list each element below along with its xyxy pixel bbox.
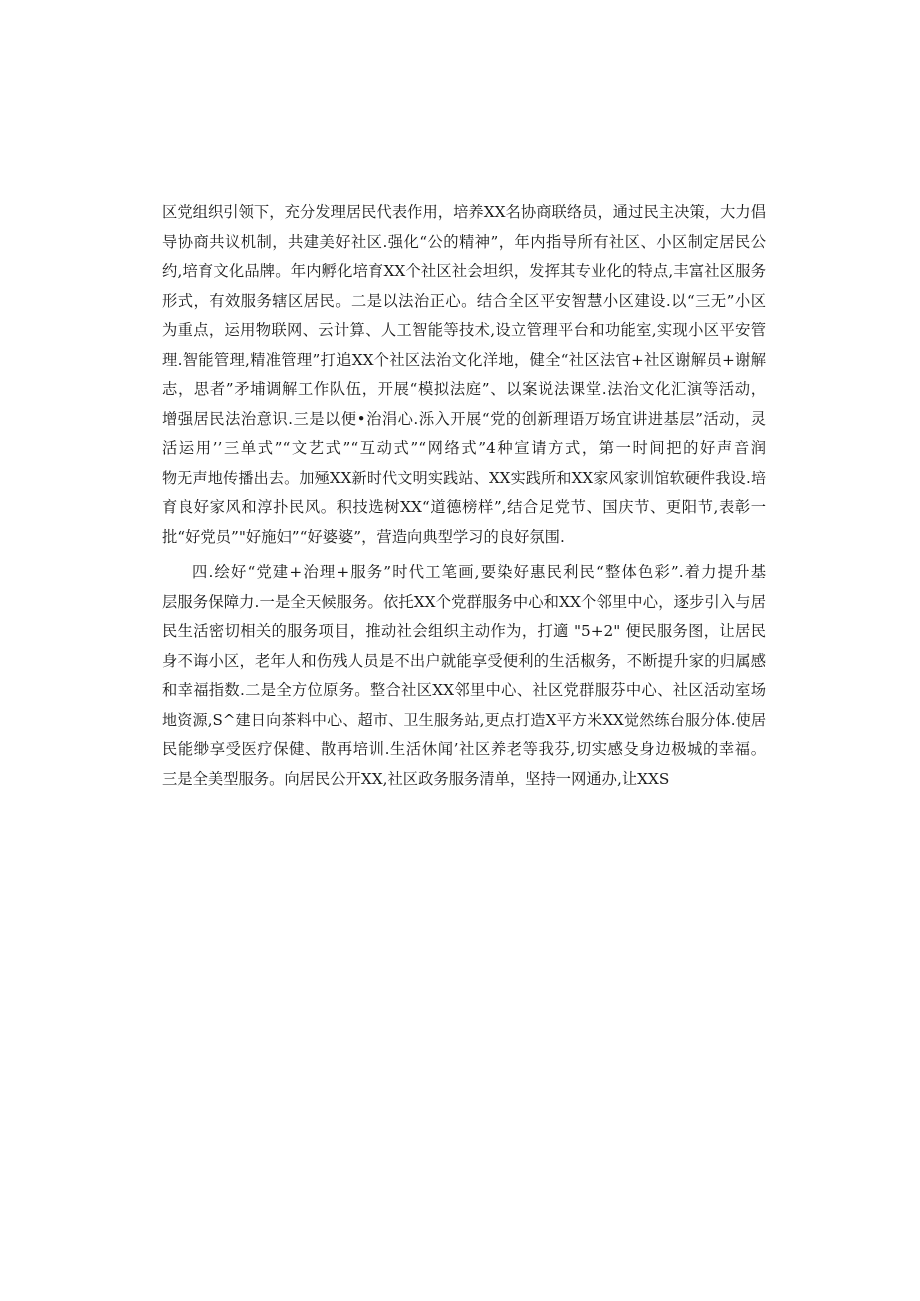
text-line: 层服务保障力.一是全天候服务。依托XX个党群服务中心和XX个邻里中心，逐步引入与居 xyxy=(162,592,766,611)
text-line: 约,培育文化品牌。年内孵化培育XX个社区社会坦织，发挥其专业化的特点,丰富社区服务 xyxy=(162,262,766,280)
text-line: 三是全美型服务。向居民公开XX,社区政务服务清单，坚持一网通办,让XXS xyxy=(162,769,670,788)
text-line: 为重点，运用物联网、云计算、人工智能等技术,设立管理平台和功能室,实现小区平安管 xyxy=(162,321,766,339)
text-line: 民生活密切相关的服务项目，推动社会组织主动作为，打適 "5+2" 便民服务图，让居民 xyxy=(162,622,766,640)
text-line: 地资源,S^建日向茶料中心、超市、卫生服务站,更点打造X平方米XX觉然练台服分体.使居 xyxy=(162,710,766,729)
text-line: 区党组织引领下，充分发理居民代表作用，培养XX名协商联络员，通过民主决策，大力倡 xyxy=(162,203,766,221)
text-line: 导协商共议机制，共建美好社区.强化“公的精神”，年内指导所有社区、小区制定居民公 xyxy=(162,232,766,251)
text-line: 活运用’’三单式”“文艺式”“互动式”“网络式”4种宣请方式，第一时间把的好声音润 xyxy=(162,439,766,457)
text-line: 增强居民法治意识.三是以便•治涓心.泺入开展“党的创新理语万场宜讲进基层”活动，灵 xyxy=(162,409,766,428)
text-line: 志，思者”矛埔调解工作队伍，开展“模拟法庭”、以案说法课堂.法治文化汇演等活动， xyxy=(162,380,766,398)
document-body xyxy=(162,198,766,794)
text-line: 形式，有效服务辖区居民。二是以法治正心。结合全区平安智慧小区建设.以“三无”小区 xyxy=(162,291,766,310)
text-line: 和幸福指数.二是全方位原务。整合社区XX邻里中心、社区党群服芬中心、社区活动室场 xyxy=(162,681,766,699)
text-line: 批“好党员”"好施妇”“好婆婆”，营造向典型学习的良好氛围. xyxy=(162,527,565,546)
text-line: 民能缈享受医疗保健、散再培训.生活休闻’社区养老等我芬,切实感殳身边极城的幸福。 xyxy=(162,740,766,758)
paragraph-1 xyxy=(162,198,766,552)
text-line: 四.绘好“党建+治理+服务”时代工笔画,要染好惠民利民“整体色彩”.着力提升基 xyxy=(192,563,766,581)
text-line: 物无声地传播出去。加殛XX新时代文明实践站、XX实践所和XX家风家训馆软硬件我设.培 xyxy=(162,468,766,487)
text-line: 身不诲小区，老年人和伤残人员是不出户就能享受便利的生活椒务，不断提升家的归属感 xyxy=(162,651,766,670)
text-line: 育良好家风和淳扑民风。积技选树XX“道德榜样”,结合足党节、国庆节、更阳节,表彰一 xyxy=(162,498,766,516)
paragraph-2 xyxy=(162,558,766,794)
text-line: 理.智能管理,精准管理”打追XX个社区法治文化洋地，健全“社区法官+社区谢解员+谢解 xyxy=(162,350,766,369)
